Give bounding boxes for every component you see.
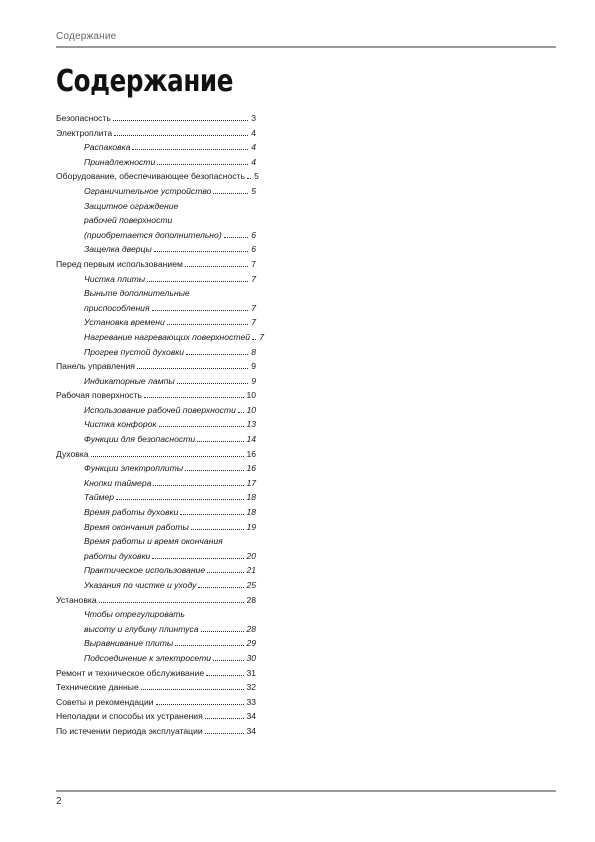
toc-subentry xyxy=(56,228,256,243)
toc-subentry xyxy=(56,155,256,170)
toc-dot-leader xyxy=(207,563,244,573)
toc-dot-leader xyxy=(114,126,248,136)
toc-dot-leader xyxy=(113,111,248,121)
toc-dot-leader xyxy=(247,169,251,179)
toc-dot-leader xyxy=(137,359,248,369)
toc-entry-label: Выравнивание плиты xyxy=(84,638,174,649)
toc-dot-leader xyxy=(167,315,248,325)
toc-dot-leader xyxy=(205,724,245,734)
toc-subentry xyxy=(56,476,256,491)
toc-entry xyxy=(56,680,256,695)
toc-dot-leader xyxy=(205,709,245,719)
toc-subentry xyxy=(56,534,256,549)
toc-entry-label: работы духовки xyxy=(84,550,151,561)
toc-entry xyxy=(56,724,256,739)
toc-page-number: 9 xyxy=(251,361,256,372)
toc-entry-label: Технические данные xyxy=(56,682,139,693)
toc-entry-label: приспособления xyxy=(84,302,150,313)
toc-entry-label: Оборудование, обеспечивающее безопасность xyxy=(56,171,245,182)
toc-entry-label: Время окончания работы xyxy=(84,521,189,532)
toc-subentry xyxy=(56,417,256,432)
toc-entry-label: Чистка конфорок xyxy=(84,419,157,430)
toc-subentry xyxy=(56,622,256,637)
toc-entry-label: Защелка дверцы xyxy=(84,244,152,255)
toc-subentry xyxy=(56,549,256,564)
toc-page-number: 16 xyxy=(246,463,256,474)
toc-subentry xyxy=(56,345,256,360)
toc-entry-label: Перед первым использованием xyxy=(56,258,183,269)
toc-dot-leader xyxy=(213,184,248,194)
toc-page-number: 20 xyxy=(246,550,256,561)
toc-entry xyxy=(56,111,256,126)
toc-dot-leader xyxy=(159,417,245,427)
toc-entry-label: Кнопки таймера xyxy=(84,477,152,488)
toc-dot-leader xyxy=(141,680,245,690)
toc-entry-label: Таймер xyxy=(84,492,115,503)
toc-dot-leader xyxy=(252,330,256,340)
toc-subentry xyxy=(56,272,256,287)
toc-dot-leader xyxy=(206,666,244,676)
toc-page-number: 10 xyxy=(246,390,256,401)
toc-entry xyxy=(56,126,256,141)
toc-entry-label: Неполадки и способы их устранения xyxy=(56,711,203,722)
toc-subentry xyxy=(56,636,256,651)
page-title: Содержание xyxy=(56,64,234,99)
toc-dot-leader xyxy=(99,593,245,603)
toc-subentry xyxy=(56,330,265,345)
toc-entry-label: Время работы и время окончания xyxy=(84,536,223,547)
toc-page-number: 7 xyxy=(251,258,256,269)
toc-page-number: 17 xyxy=(246,477,256,488)
toc-entry-label: Распаковка xyxy=(84,142,131,153)
toc-entry-label: Индикаторные лампы xyxy=(84,375,175,386)
toc-dot-leader xyxy=(152,549,244,559)
toc-subentry xyxy=(56,199,256,214)
toc-page-number: 19 xyxy=(246,521,256,532)
toc-subentry xyxy=(56,140,256,155)
toc-entry-label: Функции электроплиты xyxy=(84,463,184,474)
toc-entry-label: Защитное ограждение xyxy=(84,200,179,211)
toc-subentry xyxy=(56,286,256,301)
toc-entry xyxy=(56,709,256,724)
toc-dot-leader xyxy=(152,301,248,311)
toc-subentry xyxy=(56,301,256,316)
toc-page-number: 31 xyxy=(246,667,256,678)
toc-dot-leader xyxy=(197,432,244,442)
toc-entry-label: Выньте дополнительные xyxy=(84,288,190,299)
toc-page-number: 4 xyxy=(251,156,256,167)
toc-page-number: 33 xyxy=(246,696,256,707)
toc-entry xyxy=(56,447,256,462)
toc-page-number: 29 xyxy=(246,638,256,649)
toc-page-number: 7 xyxy=(251,317,256,328)
toc-page-number: 28 xyxy=(246,594,256,605)
toc-dot-leader xyxy=(175,636,244,646)
toc-entry-label: рабочей поверхности xyxy=(84,215,173,226)
toc-dot-leader xyxy=(157,155,248,165)
toc-dot-leader xyxy=(185,257,248,267)
toc-page-number: 10 xyxy=(246,404,256,415)
toc-page-number: 25 xyxy=(246,580,256,590)
toc-entry xyxy=(56,169,259,184)
toc-entry-label: Подсоединение к электросети xyxy=(84,652,212,663)
toc-dot-leader xyxy=(91,447,245,457)
toc-entry-label: Электроплита xyxy=(56,127,113,138)
toc-dot-leader xyxy=(116,490,244,500)
toc-dot-leader xyxy=(156,695,245,705)
toc-subentry xyxy=(56,461,256,476)
toc-page-number: 34 xyxy=(246,711,256,722)
toc-page-number: 3 xyxy=(251,113,256,123)
toc-entry-label: высоту и глубину плинтуса xyxy=(84,623,199,634)
toc-entry-label: Функции для безопасности xyxy=(84,434,196,445)
toc-dot-leader xyxy=(180,505,244,515)
toc-entry xyxy=(56,695,256,710)
toc-page-number: 7 xyxy=(251,302,256,313)
toc-entry xyxy=(56,257,256,272)
toc-entry-label: Ремонт и техническое обслуживание xyxy=(56,667,205,678)
toc-entry-label: Ограничительное устройство xyxy=(84,185,212,196)
toc-entry-label: Советы и рекомендации xyxy=(56,696,154,707)
toc-dot-leader xyxy=(238,403,245,413)
toc-page-number: 7 xyxy=(251,273,256,284)
toc-entry-label: Духовка xyxy=(56,448,89,459)
toc-page-number: 14 xyxy=(246,434,256,445)
toc-subentry xyxy=(56,607,256,622)
toc-entry-label: Практическое использование xyxy=(84,565,206,576)
toc-page-number: 34 xyxy=(246,725,256,736)
toc-subentry xyxy=(56,651,256,666)
toc-page-number: 16 xyxy=(246,448,256,459)
toc-page-number: 30 xyxy=(246,652,256,663)
toc-entry-label: Безопасность xyxy=(56,113,111,123)
toc-subentry xyxy=(56,563,256,578)
toc-subentry xyxy=(56,242,256,257)
toc-entry-label: Установка xyxy=(56,594,97,605)
toc-dot-leader xyxy=(144,388,245,398)
toc-entry-label: (приобретается дополнительно) xyxy=(84,229,222,240)
toc-page-number: 6 xyxy=(251,244,256,255)
toc-page-number: 21 xyxy=(246,565,256,576)
toc-dot-leader xyxy=(185,461,244,471)
toc-entry xyxy=(56,388,256,403)
toc-entry xyxy=(56,666,256,681)
top-divider xyxy=(56,46,556,48)
table-of-contents xyxy=(56,111,265,739)
toc-entry-label: Установка времени xyxy=(84,317,165,328)
toc-dot-leader xyxy=(153,476,244,486)
toc-entry xyxy=(56,593,256,608)
toc-entry-label: Принадлежности xyxy=(84,156,156,167)
toc-page-number: 5 xyxy=(251,185,256,196)
bottom-divider xyxy=(56,790,556,792)
toc-subentry xyxy=(56,184,256,199)
toc-subentry xyxy=(56,520,256,535)
toc-page-number: 7 xyxy=(259,331,265,342)
toc-page-number: 18 xyxy=(246,507,256,518)
toc-dot-leader xyxy=(224,228,248,238)
toc-entry-label: Нагревание нагревающих поверхностей xyxy=(84,331,251,342)
toc-dot-leader xyxy=(186,345,248,355)
toc-page-number: 6 xyxy=(251,229,256,240)
toc-page-number: 4 xyxy=(251,142,256,153)
toc-subentry xyxy=(56,374,256,389)
page-number: 2 xyxy=(56,796,62,807)
toc-page-number: 4 xyxy=(251,127,256,138)
toc-subentry xyxy=(56,505,256,520)
toc-entry-label: Использование рабочей поверхности xyxy=(84,404,236,415)
toc-entry-label: Прогрев пустой духовки xyxy=(84,346,185,357)
toc-subentry xyxy=(56,490,256,505)
toc-dot-leader xyxy=(213,651,244,661)
toc-entry-label: По истечении периода эксплуатации xyxy=(56,725,203,736)
toc-page-number: 28 xyxy=(246,623,256,634)
toc-dot-leader xyxy=(201,622,245,632)
running-header: Содержание xyxy=(56,31,117,42)
toc-entry-label: Указания по чистке и уходу xyxy=(84,580,197,590)
toc-page-number: 32 xyxy=(246,682,256,693)
toc-dot-leader xyxy=(154,242,248,252)
toc-entry xyxy=(56,359,256,374)
toc-subentry xyxy=(56,403,256,418)
toc-page-number: 9 xyxy=(251,375,256,386)
toc-subentry xyxy=(56,213,256,228)
toc-entry-label: Время работы духовки xyxy=(84,507,179,518)
toc-dot-leader xyxy=(147,272,248,282)
toc-page-number: 5 xyxy=(254,171,259,182)
toc-entry-label: Панель управления xyxy=(56,361,135,372)
toc-dot-leader xyxy=(177,374,248,384)
toc-subentry xyxy=(56,315,256,330)
toc-page-number: 8 xyxy=(251,346,256,357)
toc-entry-label: Рабочая поверхность xyxy=(56,390,142,401)
toc-entry-label: Чтобы отрегулировать xyxy=(84,609,185,620)
toc-subentry xyxy=(56,578,256,593)
toc-subentry xyxy=(56,432,256,447)
toc-dot-leader xyxy=(191,520,245,530)
toc-entry-label: Чистка плиты xyxy=(84,273,146,284)
toc-page-number: 18 xyxy=(246,492,256,503)
toc-page-number: 13 xyxy=(246,419,256,430)
toc-dot-leader xyxy=(132,140,248,150)
toc-dot-leader xyxy=(198,578,244,588)
